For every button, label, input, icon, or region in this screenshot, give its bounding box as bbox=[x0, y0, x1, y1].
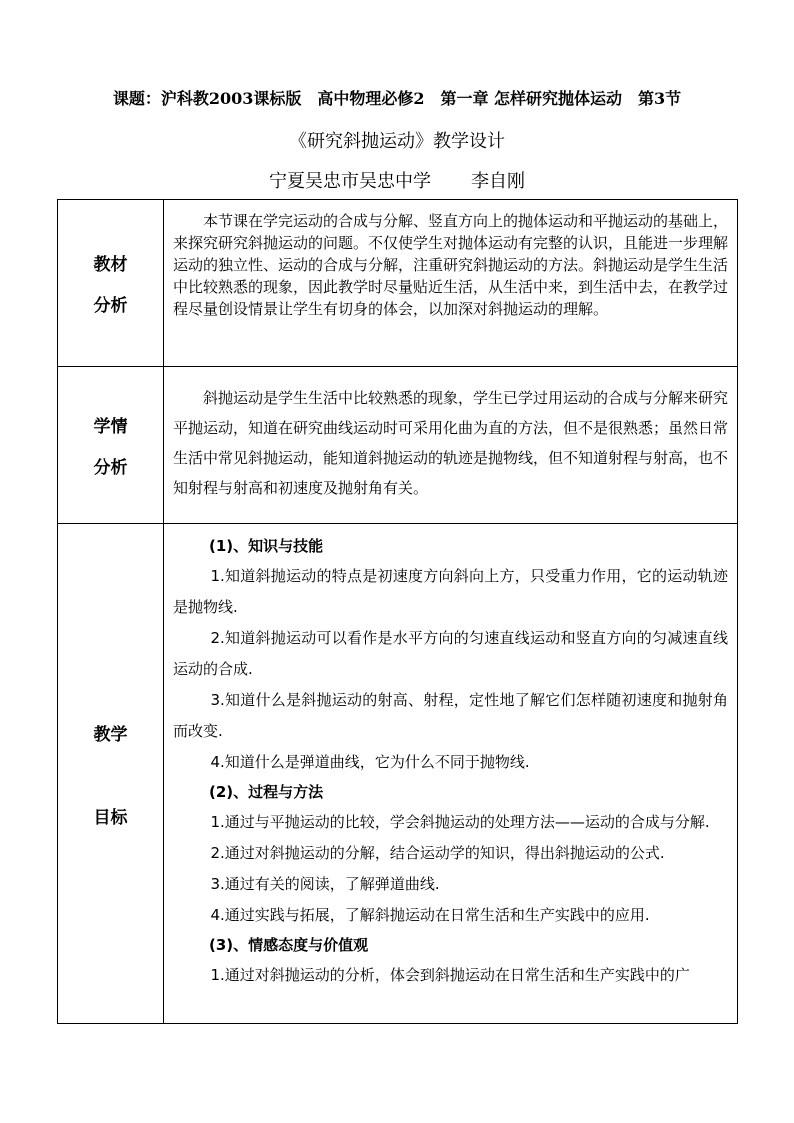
school-name: 宁夏吴忠市吴忠中学 bbox=[269, 171, 431, 192]
list-item: 1.通过与平抛运动的比较，学会斜抛运动的处理方法——运动的合成与分解. bbox=[210, 813, 710, 831]
list-item: 3.通过有关的阅读，了解弹道曲线. bbox=[210, 875, 440, 893]
table-row-goals bbox=[58, 524, 738, 1024]
lesson-title: 课题：沪科教2003课标版 高中物理必修2 第一章 怎样研究抛体运动 第3节 bbox=[112, 89, 682, 108]
process-heading: (2)、过程与方法 bbox=[209, 783, 324, 801]
material-analysis-text: 本节课在学完运动的合成与分解、竖直方向上的抛体运动和平抛运动的基础上，来探究研究斜抛运动的问题。不仅使学生对抛体运动有完整的认识，且能进一步理解运动的独立性、运动的合成与分解，注重研究斜抛运动的方法。斜抛运动是学生生活中比较熟悉的现象，因此教学时尽量贴近生活，从生活中来，到生活中去，在教学过程尽量创设情景让学生有切身的体会，以加深对斜抛运动的理解。 bbox=[173, 212, 729, 318]
student-analysis-label bbox=[58, 367, 164, 524]
student-analysis-text: 斜抛运动是学生生活中比较熟悉的现象，学生已学过用运动的合成与分解来研究平抛运动，知道在研究曲线运动时可采用化曲为直的方法，但不是很熟悉；虽然日常生活中常见斜抛运动，能知道斜抛运动的轨迹是抛物线，但不知道射程与射高，也不知射程与射高和初速度及抛射角有关。 bbox=[173, 389, 729, 497]
table-row-material bbox=[58, 200, 738, 367]
list-item: 4.通过实践与拓展，了解斜抛运动在日常生活和生产实践中的应用. bbox=[210, 906, 650, 924]
student-analysis-content bbox=[164, 367, 738, 524]
lesson-plan-table bbox=[57, 199, 738, 1024]
knowledge-heading: (1)、知识与技能 bbox=[209, 537, 324, 555]
label-line: 教学 bbox=[93, 724, 128, 745]
teaching-goals-label bbox=[58, 524, 164, 1024]
material-analysis-label bbox=[58, 200, 164, 367]
document-title: 《研究斜抛运动》教学设计 bbox=[289, 131, 505, 152]
label-line: 目标 bbox=[93, 807, 128, 828]
list-item: 2.通过对斜抛运动的分解，结合运动学的知识，得出斜抛运动的公式. bbox=[210, 844, 665, 862]
material-analysis-content bbox=[164, 200, 738, 367]
list-item: 4.知道什么是弹道曲线，它为什么不同于抛物线. bbox=[210, 753, 530, 771]
school-author-line bbox=[0, 167, 794, 193]
teaching-goals-content bbox=[164, 524, 738, 1024]
label-line: 学情 bbox=[93, 417, 128, 437]
emotion-heading: (3)、情感态度与价值观 bbox=[209, 936, 369, 954]
list-item: 3.知道什么是斜抛运动的射高、射程，定性地了解它们怎样随初速度和抛射角而改变. bbox=[173, 691, 728, 740]
list-item: 2.知道斜抛运动可以看作是水平方向的匀速直线运动和竖直方向的匀减速直线运动的合成. bbox=[173, 629, 728, 678]
label-line: 分析 bbox=[93, 458, 128, 478]
list-item: 1.通过对斜抛运动的分析，体会到斜抛运动在日常生活和生产实践中的广 bbox=[210, 966, 690, 984]
label-line: 分析 bbox=[93, 296, 128, 316]
author-name: 李自刚 bbox=[471, 171, 525, 192]
list-item: 1.知道斜抛运动的特点是初速度方向斜向上方，只受重力作用，它的运动轨迹是抛物线. bbox=[173, 567, 728, 616]
label-line: 教材 bbox=[93, 255, 128, 275]
table-row-students bbox=[58, 367, 738, 524]
